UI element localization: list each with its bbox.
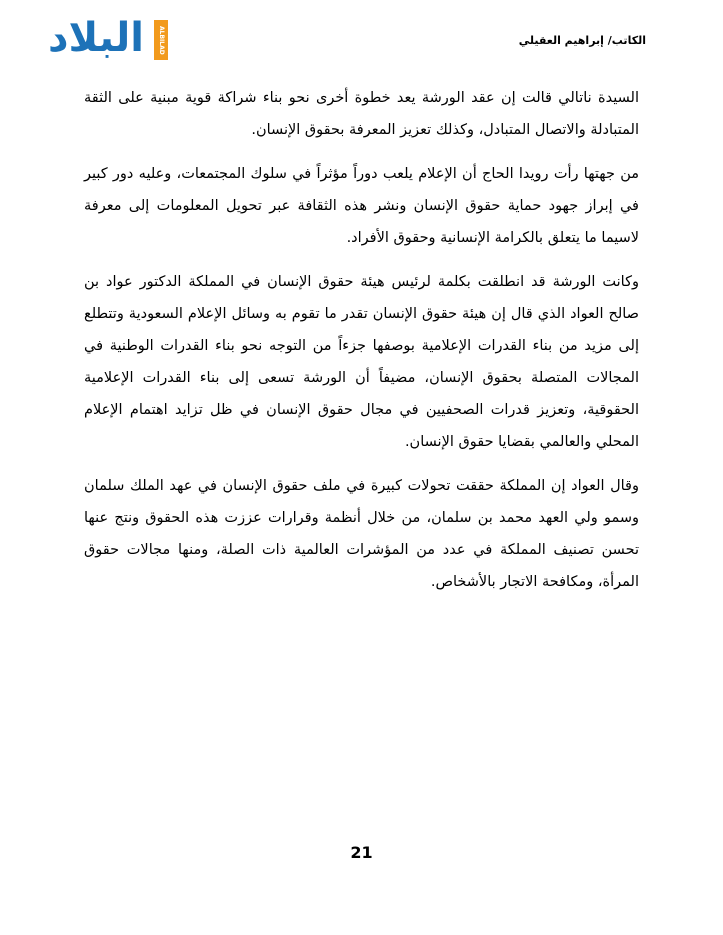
paragraph-2: من جهتها رأت رويدا الحاج أن الإعلام يلعب دوراً مؤثراً في سلوك المجتمعات، وعليه دور كبير في إبراز جهود حماية حقوق الإنسان ونشر هذه الثقافة عبر تحويل المعلومات إلى معرفة لاسيما ما يتعلق بالكرامة الإنسانية وحقوق الأفراد.: [84, 166, 639, 246]
article-body: [84, 82, 639, 610]
logo-wordmark: البلاد: [48, 15, 144, 61]
newspaper-logo: [48, 15, 176, 64]
author-byline: الكاتب/ إبراهيم العقيلي: [518, 34, 646, 47]
page-number: 21: [350, 843, 373, 862]
paragraph-1: السيدة ناتالي قالت إن عقد الورشة يعد خطوة أخرى نحو بناء شراكة قوية مبنية على الثقة المتبادلة والاتصال المتبادل، وكذلك تعزيز المعرفة بحقوق الإنسان.: [84, 90, 639, 138]
logo-tagline: ALBILAD DAILY: [154, 20, 168, 60]
paragraph-4: وقال العواد إن المملكة حققت تحولات كبيرة في ملف حقوق الإنسان في عهد الملك سلمان وسمو ولي العهد محمد بن سلمان، من خلال أنظمة وقرارات عززت هذه الحقوق ونتج عنها تحسن تصنيف المملكة في عدد من المؤشرات العالمية ذات الصلة، ومنها مجالات حقوق المرأة، ومكافحة الاتجار بالأشخاص.: [84, 478, 639, 590]
paragraph-3: وكانت الورشة قد انطلقت بكلمة لرئيس هيئة حقوق الإنسان في المملكة الدكتور عواد بن صالح العواد الذي قال إن هيئة حقوق الإنسان تقدر ما تقوم به وسائل الإعلام السعودية وتتطلع إلى مزيد من بناء القدرات الإعلامية بوصفها جزءاً من التوجه نحو بناء القدرات الوطنية في المجالات المتصلة بحقوق الإنسان، مضيفاً أن الورشة تسعى إلى بناء القدرات الإعلامية الحقوقية، وتعزيز قدرات الصحفيين في مجال حقوق الإنسان في ظل تزايد اهتمام الإعلام المحلي والعالمي بقضايا حقوق الإنسان.: [84, 274, 639, 450]
